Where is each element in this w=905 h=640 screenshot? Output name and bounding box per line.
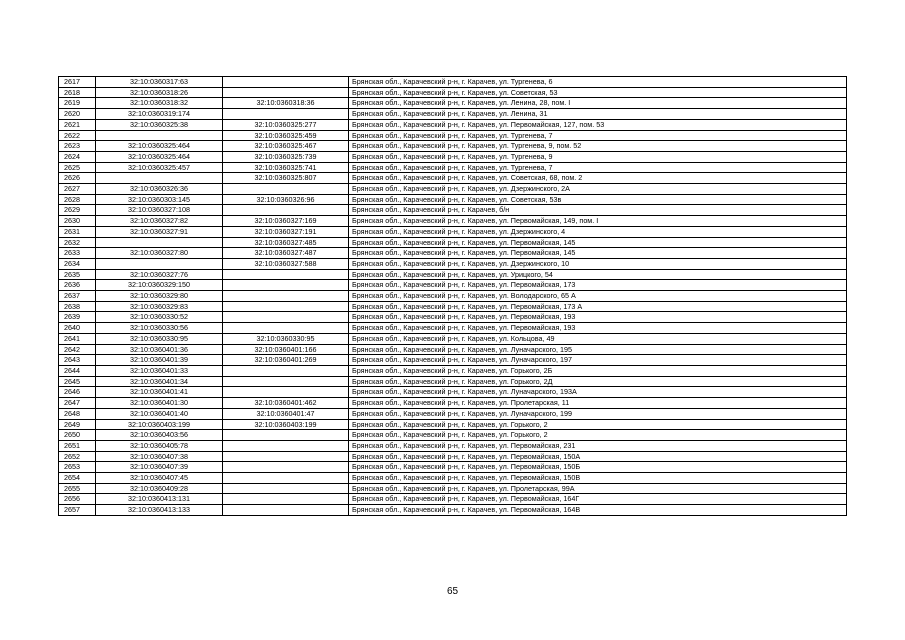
- address-cell: Брянская обл., Карачевский р-н, г. Карачев, ул. Дзержинского, 2А: [349, 184, 847, 195]
- cadastral-number-cell: 32:10:0360329:80: [96, 291, 223, 302]
- linked-cadastral-number-cell: 32:10:0360401:269: [223, 355, 349, 366]
- record-number-cell: 2623: [59, 141, 96, 152]
- address-cell: Брянская обл., Карачевский р-н, г. Карачев, ул. Тургенева, 9, пом. 52: [349, 141, 847, 152]
- record-number-cell: 2650: [59, 430, 96, 441]
- cadastral-number-cell: 32:10:0360403:199: [96, 419, 223, 430]
- linked-cadastral-number-cell: [223, 483, 349, 494]
- linked-cadastral-number-cell: [223, 301, 349, 312]
- linked-cadastral-number-cell: [223, 387, 349, 398]
- cadastral-number-cell: 32:10:0360329:150: [96, 280, 223, 291]
- record-number-cell: 2634: [59, 258, 96, 269]
- table-row: [59, 365, 847, 376]
- address-cell: Брянская обл., Карачевский р-н, г. Карачев, ул. Первомайская, 164Г: [349, 494, 847, 505]
- table-row: [59, 430, 847, 441]
- linked-cadastral-number-cell: [223, 269, 349, 280]
- address-cell: Брянская обл., Карачевский р-н, г. Карачев, ул. Первомайская, 145: [349, 248, 847, 259]
- cadastral-number-cell: 32:10:0360401:39: [96, 355, 223, 366]
- record-number-cell: 2652: [59, 451, 96, 462]
- address-cell: Брянская обл., Карачевский р-н, г. Карачев, ул. Первомайская, 193: [349, 312, 847, 323]
- cadastral-number-cell: 32:10:0360326:36: [96, 184, 223, 195]
- address-cell: Брянская обл., Карачевский р-н, г. Карачев, ул. Луначарского, 195: [349, 344, 847, 355]
- table-row: [59, 87, 847, 98]
- record-number-cell: 2629: [59, 205, 96, 216]
- linked-cadastral-number-cell: 32:10:0360327:169: [223, 216, 349, 227]
- record-number-cell: 2657: [59, 505, 96, 516]
- address-cell: Брянская обл., Карачевский р-н, г. Карачев, ул. Кольцова, 49: [349, 333, 847, 344]
- cadastral-number-cell: 32:10:0360325:464: [96, 151, 223, 162]
- linked-cadastral-number-cell: 32:10:0360325:741: [223, 162, 349, 173]
- record-number-cell: 2630: [59, 216, 96, 227]
- address-cell: Брянская обл., Карачевский р-н, г. Карачев, ул. Дзержинского, 10: [349, 258, 847, 269]
- cadastral-number-cell: 32:10:0360318:32: [96, 98, 223, 109]
- table-row: [59, 130, 847, 141]
- linked-cadastral-number-cell: [223, 376, 349, 387]
- cadastral-number-cell: 32:10:0360318:26: [96, 87, 223, 98]
- table-row: [59, 494, 847, 505]
- table-row: [59, 301, 847, 312]
- records-table-body: [59, 77, 847, 516]
- table-row: [59, 355, 847, 366]
- record-number-cell: 2627: [59, 184, 96, 195]
- cadastral-number-cell: 32:10:0360330:52: [96, 312, 223, 323]
- table-row: [59, 280, 847, 291]
- table-row: [59, 151, 847, 162]
- linked-cadastral-number-cell: 32:10:0360325:739: [223, 151, 349, 162]
- linked-cadastral-number-cell: 32:10:0360330:95: [223, 333, 349, 344]
- table-row: [59, 77, 847, 88]
- address-cell: Брянская обл., Карачевский р-н, г. Карачев, ул. Первомайская, 173 А: [349, 301, 847, 312]
- cadastral-number-cell: 32:10:0360327:91: [96, 226, 223, 237]
- linked-cadastral-number-cell: 32:10:0360401:462: [223, 398, 349, 409]
- address-cell: Брянская обл., Карачевский р-н, г. Карачев, ул. Тургенева, 6: [349, 77, 847, 88]
- address-cell: Брянская обл., Карачевский р-н, г. Карачев, ул. Советская, 53в: [349, 194, 847, 205]
- address-cell: Брянская обл., Карачевский р-н, г. Карачев, ул. Луначарского, 199: [349, 408, 847, 419]
- cadastral-number-cell: 32:10:0360407:39: [96, 462, 223, 473]
- cadastral-number-cell: 32:10:0360403:56: [96, 430, 223, 441]
- table-row: [59, 119, 847, 130]
- address-cell: Брянская обл., Карачевский р-н, г. Карачев, ул. Пролетарская, 99А: [349, 483, 847, 494]
- linked-cadastral-number-cell: 32:10:0360325:459: [223, 130, 349, 141]
- address-cell: Брянская обл., Карачевский р-н, г. Карачев, ул. Луначарского, 193А: [349, 387, 847, 398]
- linked-cadastral-number-cell: [223, 312, 349, 323]
- address-cell: Брянская обл., Карачевский р-н, г. Карачев, ул. Володарского, 65 А: [349, 291, 847, 302]
- linked-cadastral-number-cell: 32:10:0360325:277: [223, 119, 349, 130]
- address-cell: Брянская обл., Карачевский р-н, г. Карачев, ул. Первомайская, 149, пом. I: [349, 216, 847, 227]
- record-number-cell: 2647: [59, 398, 96, 409]
- address-cell: Брянская обл., Карачевский р-н, г. Карачев, ул. Луначарского, 197: [349, 355, 847, 366]
- record-number-cell: 2643: [59, 355, 96, 366]
- record-number-cell: 2622: [59, 130, 96, 141]
- table-row: [59, 473, 847, 484]
- table-row: [59, 323, 847, 334]
- cadastral-number-cell: 32:10:0360327:108: [96, 205, 223, 216]
- address-cell: Брянская обл., Карачевский р-н, г. Карачев, ул. Тургенева, 7: [349, 130, 847, 141]
- address-cell: Брянская обл., Карачевский р-н, г. Карачев, ул. Первомайская, 193: [349, 323, 847, 334]
- record-number-cell: 2655: [59, 483, 96, 494]
- cadastral-number-cell: 32:10:0360409:28: [96, 483, 223, 494]
- table-row: [59, 408, 847, 419]
- record-number-cell: 2639: [59, 312, 96, 323]
- record-number-cell: 2632: [59, 237, 96, 248]
- address-cell: Брянская обл., Карачевский р-н, г. Карачев, ул. Первомайская, 164В: [349, 505, 847, 516]
- table-row: [59, 184, 847, 195]
- cadastral-number-cell: 32:10:0360317:63: [96, 77, 223, 88]
- record-number-cell: 2648: [59, 408, 96, 419]
- table-row: [59, 173, 847, 184]
- table-row: [59, 109, 847, 120]
- table-row: [59, 269, 847, 280]
- cadastral-number-cell: 32:10:0360401:30: [96, 398, 223, 409]
- address-cell: Брянская обл., Карачевский р-н, г. Карачев, ул. Первомайская, 231: [349, 440, 847, 451]
- address-cell: Брянская обл., Карачевский р-н, г. Карачев, ул. Горького, 2: [349, 430, 847, 441]
- cadastral-number-cell: 32:10:0360327:76: [96, 269, 223, 280]
- table-row: [59, 248, 847, 259]
- table-row: [59, 237, 847, 248]
- record-number-cell: 2631: [59, 226, 96, 237]
- cadastral-number-cell: 32:10:0360327:80: [96, 248, 223, 259]
- linked-cadastral-number-cell: 32:10:0360401:166: [223, 344, 349, 355]
- cadastral-number-cell: [96, 130, 223, 141]
- table-row: [59, 462, 847, 473]
- table-row: [59, 451, 847, 462]
- cadastral-number-cell: [96, 258, 223, 269]
- linked-cadastral-number-cell: [223, 365, 349, 376]
- table-row: [59, 398, 847, 409]
- record-number-cell: 2646: [59, 387, 96, 398]
- address-cell: Брянская обл., Карачевский р-н, г. Карачев, ул. Ленина, 28, пом. I: [349, 98, 847, 109]
- cadastral-number-cell: 32:10:0360325:464: [96, 141, 223, 152]
- address-cell: Брянская обл., Карачевский р-н, г. Карачев, ул. Пролетарская, 11: [349, 398, 847, 409]
- record-number-cell: 2624: [59, 151, 96, 162]
- cadastral-number-cell: [96, 237, 223, 248]
- address-cell: Брянская обл., Карачевский р-н, г. Карачев, ул. Горького, 2Б: [349, 365, 847, 376]
- table-row: [59, 194, 847, 205]
- record-number-cell: 2620: [59, 109, 96, 120]
- record-number-cell: 2649: [59, 419, 96, 430]
- record-number-cell: 2617: [59, 77, 96, 88]
- linked-cadastral-number-cell: 32:10:0360325:807: [223, 173, 349, 184]
- table-row: [59, 291, 847, 302]
- table-row: [59, 505, 847, 516]
- table-row: [59, 205, 847, 216]
- table-row: [59, 258, 847, 269]
- address-cell: Брянская обл., Карачевский р-н, г. Карачев, ул. Урицкого, 54: [349, 269, 847, 280]
- record-number-cell: 2656: [59, 494, 96, 505]
- cadastral-number-cell: 32:10:0360407:45: [96, 473, 223, 484]
- cadastral-number-cell: 32:10:0360413:133: [96, 505, 223, 516]
- cadastral-number-cell: 32:10:0360413:131: [96, 494, 223, 505]
- cadastral-number-cell: [96, 173, 223, 184]
- linked-cadastral-number-cell: 32:10:0360318:36: [223, 98, 349, 109]
- cadastral-number-cell: 32:10:0360401:34: [96, 376, 223, 387]
- linked-cadastral-number-cell: [223, 440, 349, 451]
- linked-cadastral-number-cell: 32:10:0360326:96: [223, 194, 349, 205]
- address-cell: Брянская обл., Карачевский р-н, г. Карачев, ул. Горького, 2Д: [349, 376, 847, 387]
- address-cell: Брянская обл., Карачевский р-н, г. Карачев, б/н: [349, 205, 847, 216]
- address-cell: Брянская обл., Карачевский р-н, г. Карачев, ул. Тургенева, 7: [349, 162, 847, 173]
- address-cell: Брянская обл., Карачевский р-н, г. Карачев, ул. Тургенева, 9: [349, 151, 847, 162]
- linked-cadastral-number-cell: [223, 505, 349, 516]
- record-number-cell: 2628: [59, 194, 96, 205]
- record-number-cell: 2625: [59, 162, 96, 173]
- linked-cadastral-number-cell: [223, 323, 349, 334]
- record-number-cell: 2640: [59, 323, 96, 334]
- address-cell: Брянская обл., Карачевский р-н, г. Карачев, ул. Дзержинского, 4: [349, 226, 847, 237]
- address-cell: Брянская обл., Карачевский р-н, г. Карачев, ул. Первомайская, 150Б: [349, 462, 847, 473]
- address-cell: Брянская обл., Карачевский р-н, г. Карачев, ул. Советская, 53: [349, 87, 847, 98]
- address-cell: Брянская обл., Карачевский р-н, г. Карачев, ул. Первомайская, 145: [349, 237, 847, 248]
- record-number-cell: 2644: [59, 365, 96, 376]
- linked-cadastral-number-cell: [223, 473, 349, 484]
- records-table: [58, 76, 847, 516]
- cadastral-number-cell: 32:10:0360401:36: [96, 344, 223, 355]
- record-number-cell: 2641: [59, 333, 96, 344]
- linked-cadastral-number-cell: 32:10:0360401:47: [223, 408, 349, 419]
- address-cell: Брянская обл., Карачевский р-н, г. Карачев, ул. Горького, 2: [349, 419, 847, 430]
- table-row: [59, 226, 847, 237]
- cadastral-number-cell: 32:10:0360407:38: [96, 451, 223, 462]
- record-number-cell: 2635: [59, 269, 96, 280]
- linked-cadastral-number-cell: [223, 205, 349, 216]
- cadastral-number-cell: 32:10:0360325:38: [96, 119, 223, 130]
- record-number-cell: 2642: [59, 344, 96, 355]
- linked-cadastral-number-cell: [223, 430, 349, 441]
- linked-cadastral-number-cell: [223, 77, 349, 88]
- linked-cadastral-number-cell: 32:10:0360327:487: [223, 248, 349, 259]
- cadastral-number-cell: 32:10:0360401:41: [96, 387, 223, 398]
- table-row: [59, 376, 847, 387]
- table-row: [59, 162, 847, 173]
- cadastral-number-cell: 32:10:0360303:145: [96, 194, 223, 205]
- record-number-cell: 2636: [59, 280, 96, 291]
- record-number-cell: 2619: [59, 98, 96, 109]
- cadastral-number-cell: 32:10:0360330:56: [96, 323, 223, 334]
- linked-cadastral-number-cell: 32:10:0360327:485: [223, 237, 349, 248]
- cadastral-number-cell: 32:10:0360401:33: [96, 365, 223, 376]
- address-cell: Брянская обл., Карачевский р-н, г. Карачев, ул. Первомайская, 150В: [349, 473, 847, 484]
- linked-cadastral-number-cell: [223, 462, 349, 473]
- table-row: [59, 419, 847, 430]
- record-number-cell: 2638: [59, 301, 96, 312]
- table-row: [59, 141, 847, 152]
- linked-cadastral-number-cell: 32:10:0360327:191: [223, 226, 349, 237]
- linked-cadastral-number-cell: [223, 87, 349, 98]
- linked-cadastral-number-cell: [223, 494, 349, 505]
- table-row: [59, 483, 847, 494]
- page-number: 65: [446, 586, 459, 597]
- table-row: [59, 98, 847, 109]
- linked-cadastral-number-cell: 32:10:0360327:588: [223, 258, 349, 269]
- address-cell: Брянская обл., Карачевский р-н, г. Карачев, ул. Ленина, 31: [349, 109, 847, 120]
- record-number-cell: 2618: [59, 87, 96, 98]
- linked-cadastral-number-cell: [223, 280, 349, 291]
- cadastral-number-cell: 32:10:0360319:174: [96, 109, 223, 120]
- record-number-cell: 2651: [59, 440, 96, 451]
- record-number-cell: 2654: [59, 473, 96, 484]
- record-number-cell: 2621: [59, 119, 96, 130]
- record-number-cell: 2633: [59, 248, 96, 259]
- linked-cadastral-number-cell: [223, 109, 349, 120]
- record-number-cell: 2637: [59, 291, 96, 302]
- linked-cadastral-number-cell: 32:10:0360403:199: [223, 419, 349, 430]
- cadastral-number-cell: 32:10:0360405:78: [96, 440, 223, 451]
- address-cell: Брянская обл., Карачевский р-н, г. Карачев, ул. Советская, 68, пом. 2: [349, 173, 847, 184]
- linked-cadastral-number-cell: [223, 451, 349, 462]
- address-cell: Брянская обл., Карачевский р-н, г. Карачев, ул. Первомайская, 150А: [349, 451, 847, 462]
- table-row: [59, 387, 847, 398]
- address-cell: Брянская обл., Карачевский р-н, г. Карачев, ул. Первомайская, 127, пом. 53: [349, 119, 847, 130]
- address-cell: Брянская обл., Карачевский р-н, г. Карачев, ул. Первомайская, 173: [349, 280, 847, 291]
- table-row: [59, 440, 847, 451]
- table-row: [59, 333, 847, 344]
- record-number-cell: 2653: [59, 462, 96, 473]
- cadastral-number-cell: 32:10:0360401:40: [96, 408, 223, 419]
- record-number-cell: 2626: [59, 173, 96, 184]
- table-row: [59, 216, 847, 227]
- cadastral-number-cell: 32:10:0360327:82: [96, 216, 223, 227]
- linked-cadastral-number-cell: [223, 184, 349, 195]
- table-row: [59, 312, 847, 323]
- cadastral-number-cell: 32:10:0360330:95: [96, 333, 223, 344]
- cadastral-number-cell: 32:10:0360325:457: [96, 162, 223, 173]
- linked-cadastral-number-cell: [223, 291, 349, 302]
- linked-cadastral-number-cell: 32:10:0360325:467: [223, 141, 349, 152]
- cadastral-number-cell: 32:10:0360329:83: [96, 301, 223, 312]
- table-row: [59, 344, 847, 355]
- record-number-cell: 2645: [59, 376, 96, 387]
